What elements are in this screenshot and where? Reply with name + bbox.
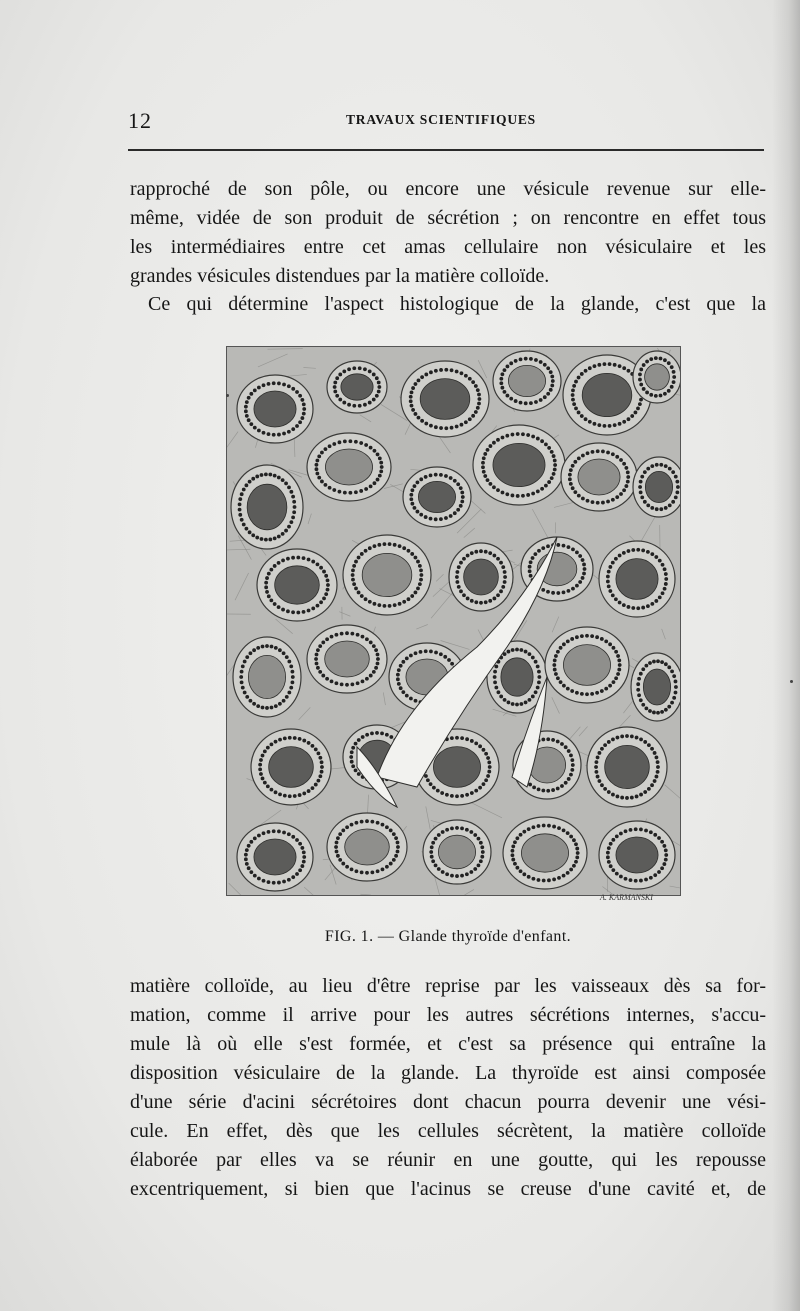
- ink-speck: [790, 680, 793, 683]
- page-header: [128, 106, 764, 136]
- text-line: excentriquement, si bien que l'acinus se creuse d'une cavité et, de: [130, 1178, 766, 1200]
- text-line: disposition vésiculaire de la glande. La thyroïde est ainsi composée: [130, 1062, 766, 1084]
- text-line: matière colloïde, au lieu d'être reprise par les vaisseaux dès sa for-: [130, 975, 766, 997]
- text-line: mule là où elle s'est formée, et c'est sa présence qui entraîne la: [130, 1033, 766, 1055]
- text-line: les intermédiaires entre cet amas cellulaire non vésiculaire et les: [130, 236, 766, 258]
- header-rule: [128, 149, 764, 151]
- text-line: élaborée par elles va se réunir en une goutte, qui les repousse: [130, 1149, 766, 1171]
- histology-figure: [226, 346, 681, 896]
- text-line: Ce qui détermine l'aspect histologique de la glande, c'est que la: [148, 293, 766, 315]
- paragraph-2: [130, 290, 766, 319]
- text-line: mation, comme il arrive pour les autres sécrétions internes, s'accu-: [130, 1004, 766, 1026]
- figure-caption: FIG. 1. — Glande thyroïde d'enfant.: [324, 928, 572, 945]
- text-line: rapproché de son pôle, ou encore une vésicule revenue sur elle-: [130, 178, 766, 200]
- paragraph-1: [130, 175, 766, 291]
- running-head: TRAVAUX SCIENTIFIQUES: [346, 112, 536, 127]
- text-line: grandes vésicules distendues par la matière colloïde.: [130, 265, 550, 287]
- text-line: d'une série d'acini sécrétoires dont chacun pourra devenir une vési-: [130, 1091, 766, 1113]
- page-number: 12: [128, 108, 152, 133]
- engraver-signature: A. KARMANSKI: [600, 893, 653, 902]
- text-line: cule. En effet, dès que les cellules sécrètent, la matière colloïde: [130, 1120, 766, 1142]
- paragraph-3: [130, 972, 766, 1204]
- text-line: même, vidée de son produit de sécrétion ; on rencontre en effet tous: [130, 207, 766, 229]
- page-edge-shadow: [772, 0, 800, 1311]
- thyroid-tissue-illustration: [227, 347, 680, 895]
- ink-speck: [226, 394, 229, 397]
